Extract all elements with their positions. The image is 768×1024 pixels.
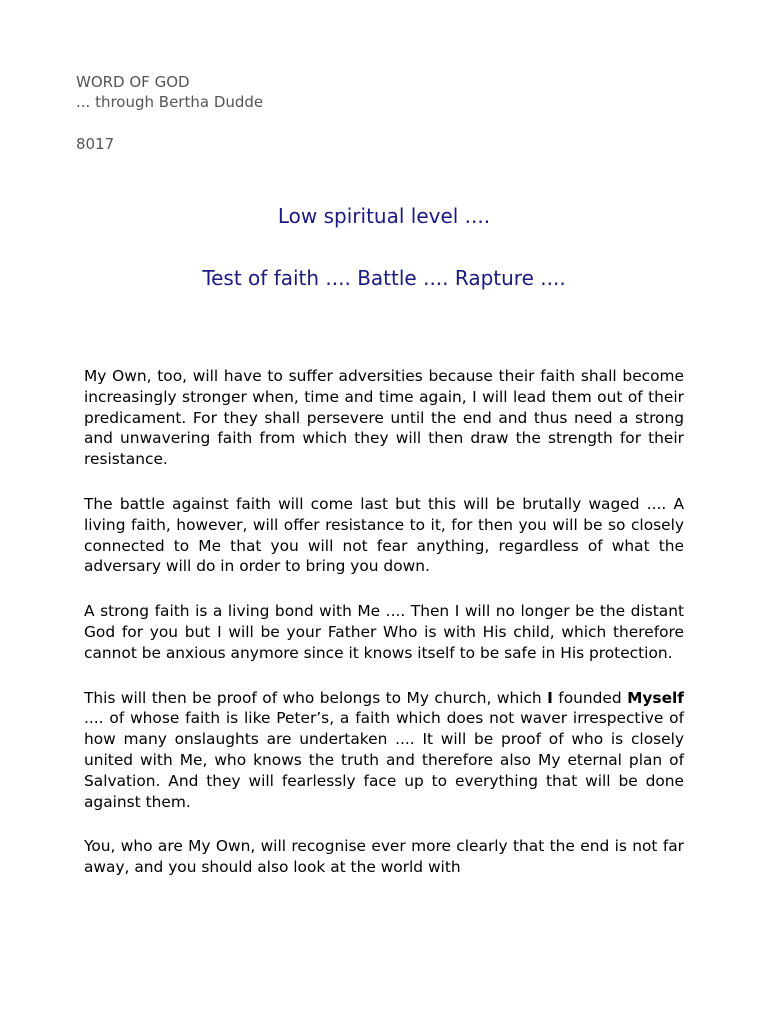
paragraph-4-bold-1: I (547, 688, 553, 707)
main-title: Low spiritual level .... (277, 204, 491, 228)
paragraph-3: A strong faith is a living bond with Me .... Then I will no longer be the distant God for you but I will be your Father Who is with His child, which therefore cannot be anxious anymore since it knows itself to be safe in His protection. (84, 602, 684, 662)
paragraph-4 (84, 688, 684, 813)
source-title: WORD OF GOD (76, 73, 190, 91)
subtitle: Test of faith .... Battle .... Rapture .... (202, 266, 566, 290)
source-author: ... through Bertha Dudde (76, 93, 264, 111)
paragraph-4-text-3: .... of whose faith is like Peter’s, a faith which does not waver irrespective of how many onslaughts are undertaken .... It will be proof of who is closely united with Me, who knows the truth and therefore also My eternal plan of Salvation. And they will fearlessly face up to everything that will be done against them. (84, 709, 684, 811)
paragraph-5: You, who are My Own, will recognise ever more clearly that the end is not far away, and you should also look at the world with (84, 837, 684, 877)
document-number: 8017 (76, 135, 115, 153)
paragraph-2: The battle against faith will come last but this will be brutally waged .... A living faith, however, will offer resistance to it, for then you will be so closely connected to Me that you will not fear anything, regardless of what the adversary will do in order to bring you down. (84, 494, 684, 576)
document-header (76, 72, 263, 154)
body-text (84, 366, 684, 902)
paragraph-4-text-1: This will then be proof of who belongs to My church, which (84, 688, 548, 707)
paragraph-4-text-2: founded (552, 688, 628, 707)
paragraph-1: My Own, too, will have to suffer adversities because their faith shall become increasingly stronger when, time and time again, I will lead them out of their predicament. For they shall persevere until the end and thus need a strong and unwavering faith from which they will then draw the strength for their resistance. (84, 367, 684, 469)
paragraph-4-bold-2: Myself (627, 688, 684, 707)
title-block (0, 202, 768, 292)
